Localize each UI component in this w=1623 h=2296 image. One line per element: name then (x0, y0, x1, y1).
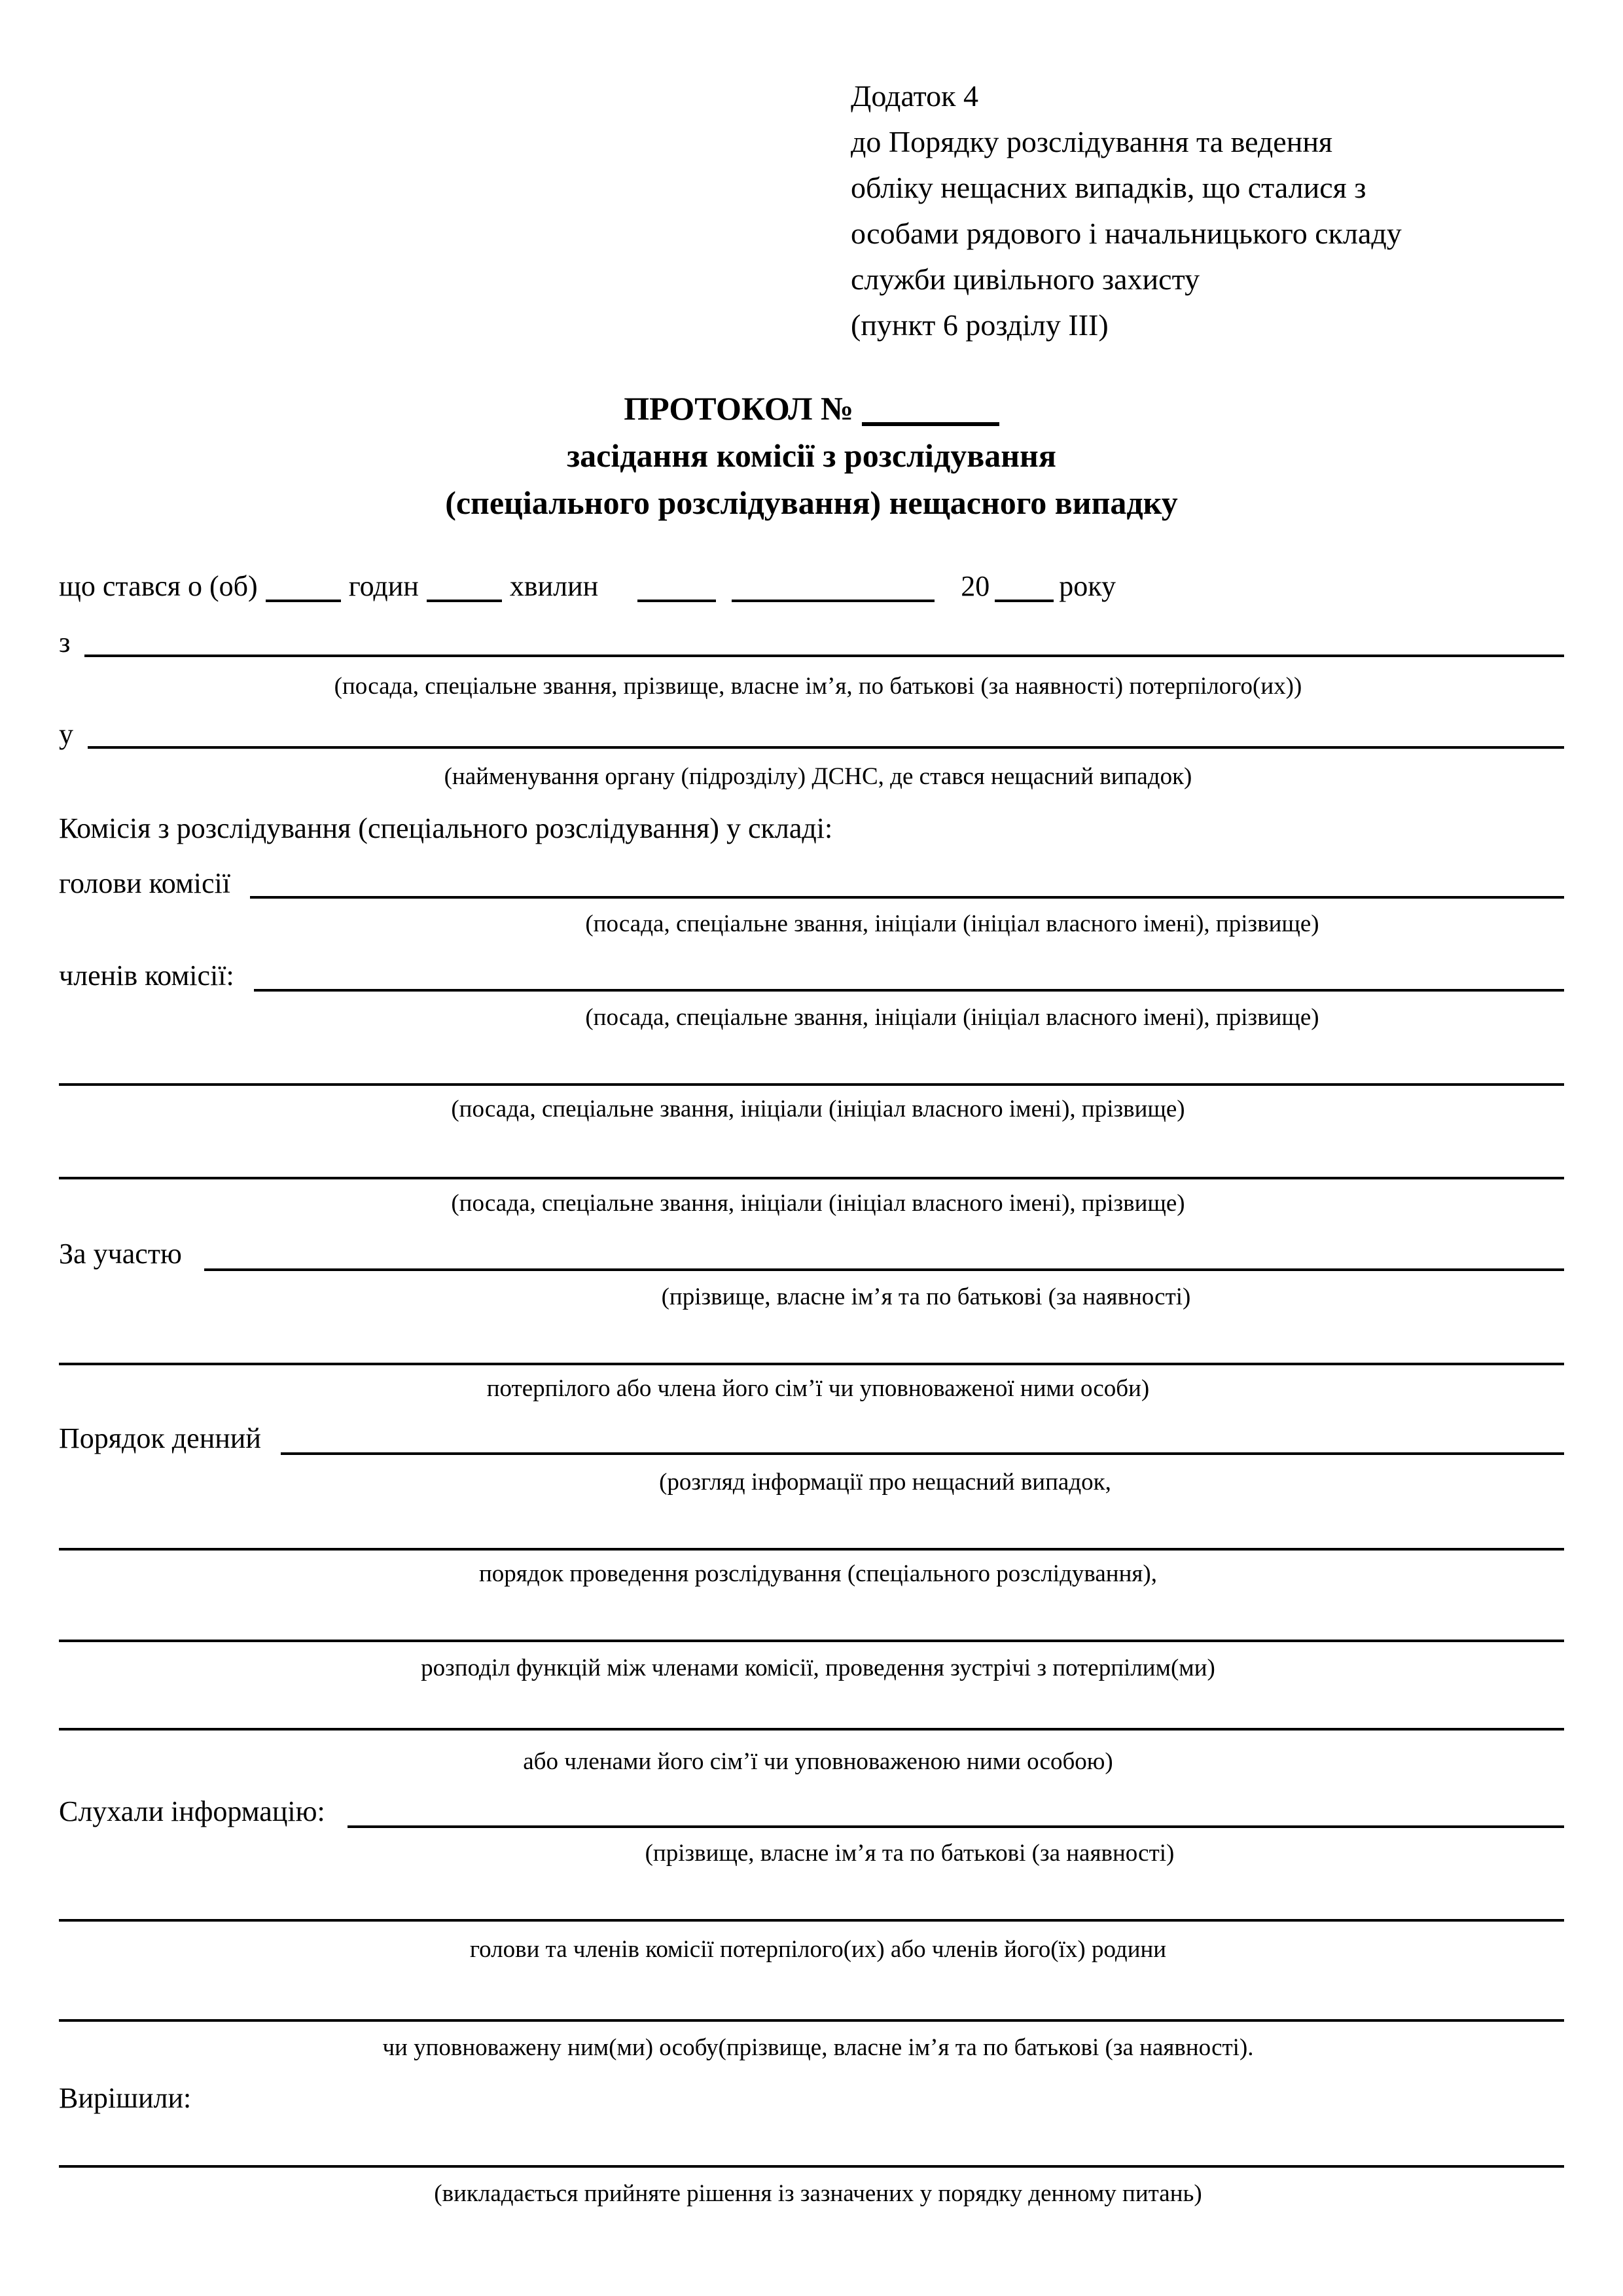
heard-hint-3: чи уповноважену ним(ми) особу(прізвище, власне ім’я та по батькові (за наявності). (382, 2034, 1254, 2061)
appendix-note-line: до Порядку розслідування та ведення (851, 125, 1333, 158)
commission-head-hint: (посада, спеціальне звання, ініціали (ініціал власного імені), прізвище) (585, 910, 1319, 937)
decided-hint: (викладається прийняте рішення із зазначених у порядку денному питань) (434, 2180, 1202, 2207)
incident-time-text-3: хвилин (509, 570, 599, 602)
unit-name-blank-line (88, 720, 1564, 749)
decided-heading: Вирішили: (59, 2082, 192, 2114)
commission-member-hint: (посада, спеціальне звання, ініціали (ініціал власного імені), прізвище) (585, 1004, 1319, 1031)
heard-blank-line-3 (59, 2019, 1564, 2022)
commission-member-hint: (посада, спеціальне звання, ініціали (ініціал власного імені), прізвище) (451, 1190, 1185, 1217)
date-blank-1 (637, 600, 716, 602)
member-blank-line-3 (59, 1177, 1564, 1179)
heard-information-label: Слухали інформацію: (59, 1795, 325, 1827)
incident-time-text-5: року (1059, 570, 1116, 602)
incident-time-text-4: 20 (961, 570, 990, 602)
agenda-blank-line-3 (59, 1640, 1564, 1642)
agenda-hint-4: або членами його сім’ї чи уповноваженою ними особою) (523, 1748, 1113, 1775)
date-blank-2 (732, 600, 935, 602)
incident-time-line (59, 568, 1564, 605)
decided-blank-line (59, 2165, 1564, 2168)
commission-members-blank-line (254, 960, 1564, 992)
appendix-note-line: Додаток 4 (851, 79, 979, 113)
unit-name-hint: (найменування органу (підрозділу) ДСНС, де стався нещасний випадок) (444, 763, 1192, 790)
unit-name-field (59, 720, 1564, 749)
agenda-hint-1: (розгляд інформації про нещасний випадок, (659, 1469, 1111, 1496)
protocol-number-blank (862, 422, 999, 426)
hours-blank (266, 600, 341, 602)
minutes-blank (427, 600, 502, 602)
heard-information-field (59, 1795, 1564, 1828)
agenda-hint-2: порядок проведення розслідування (спеціального розслідування), (479, 1560, 1157, 1587)
appendix-note-line: служби цивільного захисту (851, 262, 1200, 296)
incident-time-text-2: годин (348, 570, 419, 602)
participation-hint-2: потерпілого або члена його сім’ї чи уповноваженої ними особи) (486, 1375, 1150, 1402)
agenda-blank-line (281, 1422, 1564, 1455)
commission-member-hint: (посада, спеціальне звання, ініціали (ініціал власного імені), прізвище) (451, 1096, 1185, 1122)
participation-label: За участю (59, 1238, 182, 1270)
commission-head-label: голови комісії (59, 867, 231, 899)
incident-time-text-1: що стався о (об) (59, 570, 258, 602)
unit-name-label: у (59, 718, 73, 750)
agenda-label: Порядок денний (59, 1422, 261, 1454)
commission-head-field (59, 869, 1564, 899)
commission-head-blank-line (250, 869, 1564, 899)
victim-info-hint: (посада, спеціальне звання, прізвище, власне ім’я, по батькові (за наявності) потерпілого(их)) (334, 673, 1302, 700)
agenda-hint-3: розподіл функцій між членами комісії, проведення зустрічі з потерпілим(ми) (421, 1655, 1215, 1681)
commission-intro-text: Комісія з розслідування (спеціального розслідування) у складі: (59, 812, 833, 844)
heard-hint-1: (прізвище, власне ім’я та по батькові (за наявності) (645, 1840, 1175, 1867)
protocol-title-line-3: (спеціального розслідування) нещасного випадку (445, 484, 1178, 521)
agenda-blank-line-2 (59, 1548, 1564, 1551)
commission-members-field (59, 960, 1564, 992)
commission-members-label: членів комісії: (59, 960, 234, 992)
protocol-title-line-2: засідання комісії з розслідування (567, 437, 1056, 474)
participation-field (59, 1237, 1564, 1271)
appendix-note-line: обліку нещасних випадків, що сталися з (851, 171, 1366, 204)
participation-hint-1: (прізвище, власне ім’я та по батькові (за наявності) (661, 1283, 1191, 1310)
participation-blank-line-2 (59, 1363, 1564, 1365)
participation-blank-line (204, 1237, 1564, 1271)
agenda-blank-line-4 (59, 1728, 1564, 1731)
victim-info-label: з (59, 626, 71, 658)
victim-info-blank-line (84, 628, 1564, 657)
member-blank-line-2 (59, 1083, 1564, 1086)
protocol-title-line-1 (59, 385, 1564, 432)
protocol-title (59, 385, 1564, 526)
protocol-number-label: ПРОТОКОЛ № (624, 390, 854, 427)
appendix-note-line: особами рядового і начальницького складу (851, 217, 1402, 250)
agenda-field (59, 1422, 1564, 1455)
appendix-reference-note (851, 73, 1402, 348)
heard-blank-line-2 (59, 1919, 1564, 1922)
year-blank (995, 600, 1054, 602)
heard-hint-2: голови та членів комісії потерпілого(их) або членів його(їх) родини (469, 1936, 1167, 1963)
heard-information-blank-line (348, 1795, 1564, 1828)
appendix-note-line: (пункт 6 розділу ІІІ) (851, 308, 1109, 342)
victim-info-field (59, 628, 1564, 657)
